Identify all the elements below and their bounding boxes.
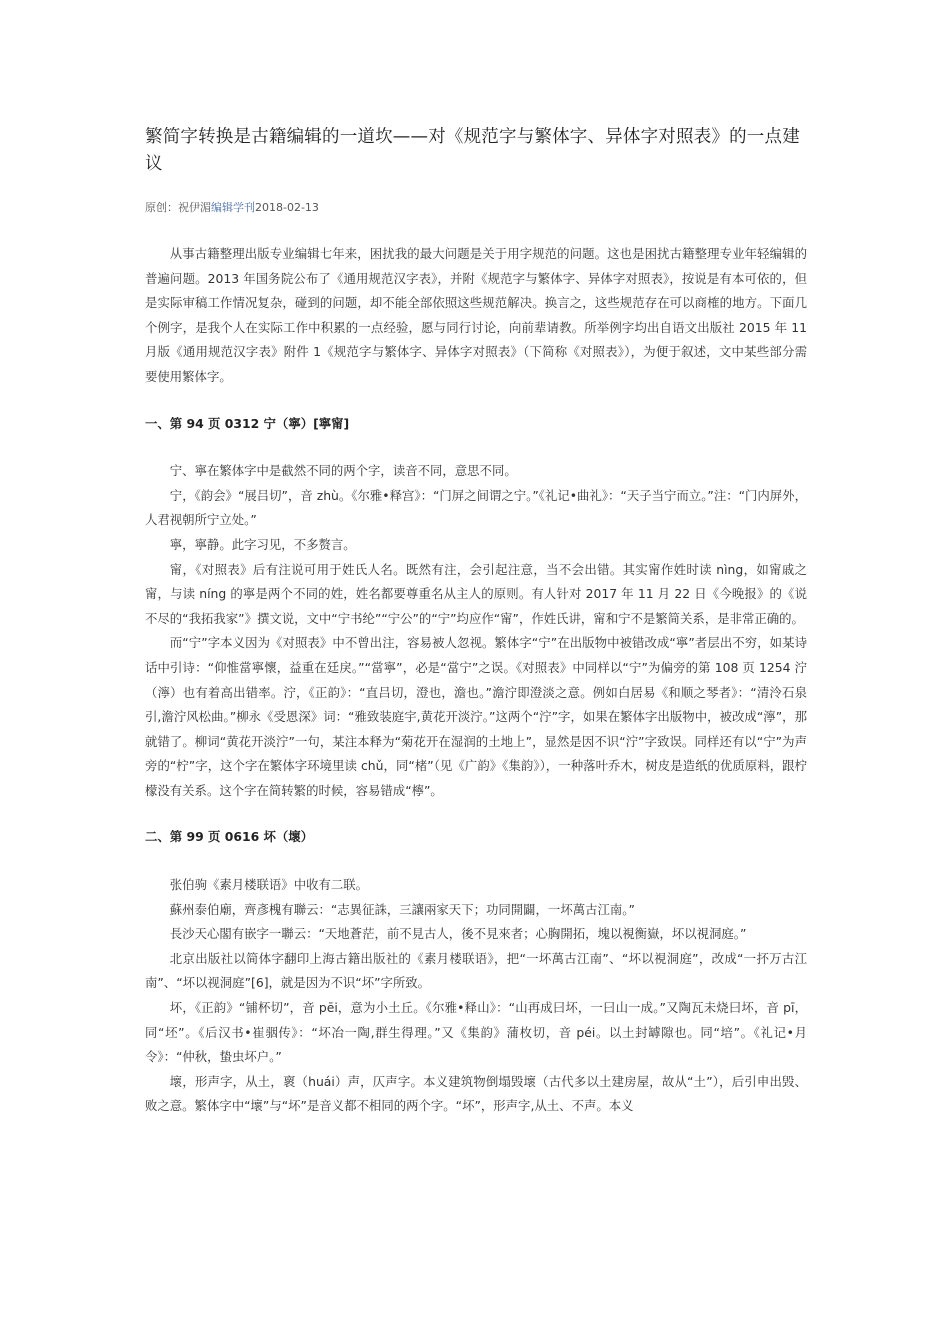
section-2-paragraph: 北京出版社以简体字翻印上海古籍出版社的《素月楼联语》，把“一坏萬古江南”、“坏以視洞庭”，改成“一抔万古江南”、“坏以视洞庭”[6]，就是因为不识“坏”字所致。 <box>145 950 807 991</box>
article-title: 繁简字转换是古籍编辑的一道坎——对《规范字与繁体字、异体字对照表》的一点建议 <box>145 127 800 174</box>
section-2-paragraph: 张伯驹《素月楼联语》中收有二联。 <box>169 877 369 893</box>
section-2-paragraph: 壞，形声字，从土，褱（huái）声，仄声字。本义建筑物倒塌毁壞（古代多以土建房屋，故从“土”），后引申出毁、败之意。繁体字中“壞”与“坏”是音义都不相同的两个字。“坏”，形声字,从土、不声。本义 <box>145 1073 807 1114</box>
section-1-paragraph: 寧，寧静。此字习见，不多赘言。 <box>169 536 356 552</box>
meta-date: 2018-02-13 <box>255 201 319 214</box>
section-heading-2: 二、第 99 页 0616 坏（壞） <box>145 829 314 845</box>
section-2-paragraph: 蘇州泰伯廟，齊彥槐有聯云：“志異征誅，三讓兩家天下；功同開闢，一坏萬古江南。” <box>169 901 635 917</box>
meta-author: 祝伊湄 <box>178 201 211 214</box>
section-heading-1: 一、第 94 页 0312 宁（寧）[寧甯] <box>145 415 350 431</box>
section-1-paragraph: 宁、寧在繁体字中是截然不同的两个字，读音不同，意思不同。 <box>169 463 517 479</box>
meta-prefix: 原创： <box>145 201 178 214</box>
section-2-paragraph: 長沙天心閣有嵌字一聯云：“天地蒼茫，前不見古人，後不見來者；心胸開拓，塊以視衡嶽，坏以視洞庭。” <box>169 926 747 942</box>
section-1-paragraph: 宁，《韵会》“展吕切”，音 zhù。《尔雅•释宫》：“门屏之间谓之宁。”《礼记•曲礼》：“天子当宁而立。”注：“门内屏外，人君视朝所宁立处。” <box>145 487 807 528</box>
intro-paragraph: 从事古籍整理出版专业编辑七年来，困扰我的最大问题是关于用字规范的问题。这也是困扰古籍整理专业年轻编辑的普遍问题。2013 年国务院公布了《通用规范汉字表》，并附《规范字与繁体字、异体字对照表》，按说是有本可依的，但是实际审稿工作情况复杂，碰到的问题，却不能全部依照这些规范解决。换言之，这些规范存在可以商榷的地方。下面几个例字，是我个人在实际工作中积累的一点经验，愿与同行讨论，向前辈请教。所举例字均出自语文出版社 2015 年 11 月版《通用规范汉字表》附件 1《规范字与繁体字、异体字对照表》（下简称《对照表》），为便于叙述，文中某些部分需要使用繁体字。 <box>145 246 807 384</box>
meta-source-link[interactable]: 编辑学刊 <box>211 201 255 214</box>
article <box>145 124 807 1119</box>
article-meta <box>145 200 807 216</box>
section-1-paragraph: 而“宁”字本义因为《对照表》中不曾出注，容易被人忽视。繁体字“宁”在出版物中被错改成“寧”者层出不穷，如某诗话中引诗：“仰惟當寧懷，益重在廷戾。”“當寧”，必是“當宁”之误。《对照表》中同样以“宁”为偏旁的第 108 页 1254 泞（濘）也有着高出错率。泞，《正韵》：“直吕切，澄也，澹也。”澹泞即澄淡之意。例如白居易《和顺之琴者》：“清泠石泉引,澹泞风松曲。”柳永《受恩深》词：“雅致装庭宇,黄花开淡泞。”这两个“泞”字，如果在繁体字出版物中，被改成“濘”，那就错了。柳词“黄花开淡泞”一句，某注本释为“菊花开在湿润的土地上”，显然是因不识“泞”字致误。同样还有以“宁”为声旁的“柠”字，这个字在繁体字环境里读 chǔ，同“楮”（见《广韵》《集韵》），一种落叶乔木，树皮是造纸的优质原料，跟柠檬没有关系。这个字在简转繁的时候，容易错成“檸”。 <box>145 635 807 798</box>
section-1-paragraph: 甯，《对照表》后有注说可用于姓氏人名。既然有注，会引起注意，当不会出错。其实甯作姓时读 nìng，如甯戚之甯，与读 níng 的寧是两个不同的姓，姓名都要尊重名从主人的原则。有人针对 2017 年 11 月 22 日《今晚报》的《说不尽的“我拓我家”》撰文说，文中“宁书纶”“宁公”的“宁”均应作“甯”，作姓氏讲，甯和宁不是繁简关系，是非常正确的。 <box>145 561 807 626</box>
section-2-paragraph: 坏，《正韵》“铺杯切”，音 pēi，意为小土丘。《尔雅•释山》：“山再成曰坏，一曰山一成。”又陶瓦未烧曰坏，音 pī，同“坯”。《后汉书•崔骃传》：“坏冶一陶,群生得理。”又《集韵》蒲枚切，音 péi。以土封罅隙也。同“培”。《礼记•月令》：“仲秋，蛰虫坏户。” <box>145 1000 807 1065</box>
